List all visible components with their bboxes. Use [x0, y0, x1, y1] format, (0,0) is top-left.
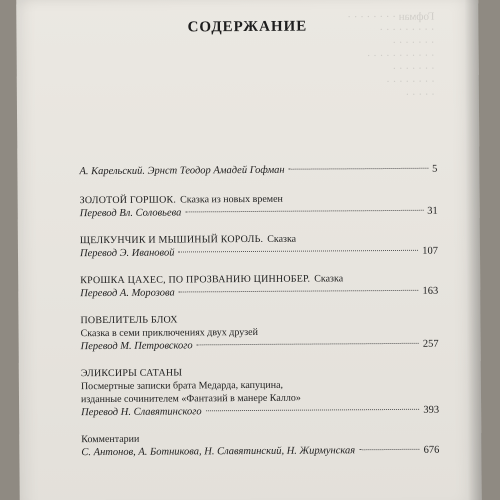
toc-title: ПОВЕЛИТЕЛЬ БЛОХ	[80, 314, 178, 327]
toc-subtitle: Посмертные записки брата Медарда, капуцина,	[80, 379, 284, 393]
toc-credit: Перевод Э. Ивановой	[79, 247, 175, 260]
toc-heading: СОДЕРЖАНИЕ	[187, 18, 308, 36]
dot-leader	[179, 290, 419, 293]
toc-line	[81, 338, 439, 353]
toc-credit: Перевод А. Морозова	[80, 287, 175, 300]
toc-title: ЗОЛОТОЙ ГОРШОК.	[79, 194, 177, 207]
toc-line	[80, 285, 438, 300]
toc-page-number: 676	[423, 444, 440, 456]
toc-title: Комментарии	[81, 433, 140, 446]
toc-list	[79, 163, 439, 473]
toc-page-number: 31	[427, 205, 438, 217]
toc-page-number: 107	[422, 245, 439, 257]
dot-leader	[185, 210, 423, 213]
toc-entry	[81, 431, 439, 459]
toc-entry	[80, 192, 438, 220]
show-through-text: Гофман · · · · · · · · · · · · · · · · · · · · · · · · · · · · · · · · · · · · · · · · · · · · · · · · · · · · · · ·	[347, 10, 435, 101]
dot-leader	[178, 250, 418, 253]
toc-title-tail: Сказка	[314, 273, 344, 285]
toc-page-number: 393	[423, 404, 440, 416]
dot-leader	[359, 449, 419, 450]
toc-title-tail: Сказка	[267, 233, 297, 245]
toc-entry	[80, 232, 438, 260]
toc-credit: Перевод М. Петровского	[80, 340, 193, 353]
book-page	[16, 0, 482, 500]
toc-page-number: 5	[432, 163, 438, 175]
toc-title-tail: Сказка из новых времен	[180, 193, 283, 206]
toc-line	[81, 404, 439, 419]
dot-leader	[206, 409, 420, 411]
toc-entry	[80, 272, 438, 300]
dot-leader	[197, 343, 419, 346]
page-edge-shadow	[464, 0, 482, 500]
toc-line	[81, 444, 439, 459]
toc-entry	[79, 163, 437, 178]
toc-title: ЭЛИКСИРЫ САТАНЫ	[80, 367, 183, 380]
toc-title: ЩЕЛКУНЧИК И МЫШИНЫЙ КОРОЛЬ.	[79, 233, 264, 247]
toc-credit: Перевод Н. Славятинского	[81, 406, 202, 419]
toc-subtitle: изданные сочинителем «Фантазий в манере Калло»	[80, 392, 301, 406]
toc-subtitle: Сказка в семи приключениях двух друзей	[80, 326, 258, 340]
toc-credit: А. Карельский. Эрнст Теодор Амадей Гофман	[79, 164, 285, 178]
toc-entry	[81, 365, 439, 419]
toc-line	[80, 205, 438, 220]
toc-credit: С. Антонов, А. Ботникова, Н. Славятинский, Н. Жирмунская	[81, 445, 356, 459]
toc-line	[80, 245, 438, 260]
toc-page-number: 163	[422, 285, 439, 297]
toc-entry	[80, 312, 438, 353]
dot-leader	[289, 168, 429, 170]
toc-page-number: 257	[422, 338, 439, 350]
toc-credit: Перевод Вл. Соловьева	[79, 207, 182, 220]
toc-title: КРОШКА ЦАХЕС, ПО ПРОЗВАНИЮ ЦИННОБЕР.	[80, 273, 311, 287]
toc-line	[79, 163, 437, 178]
